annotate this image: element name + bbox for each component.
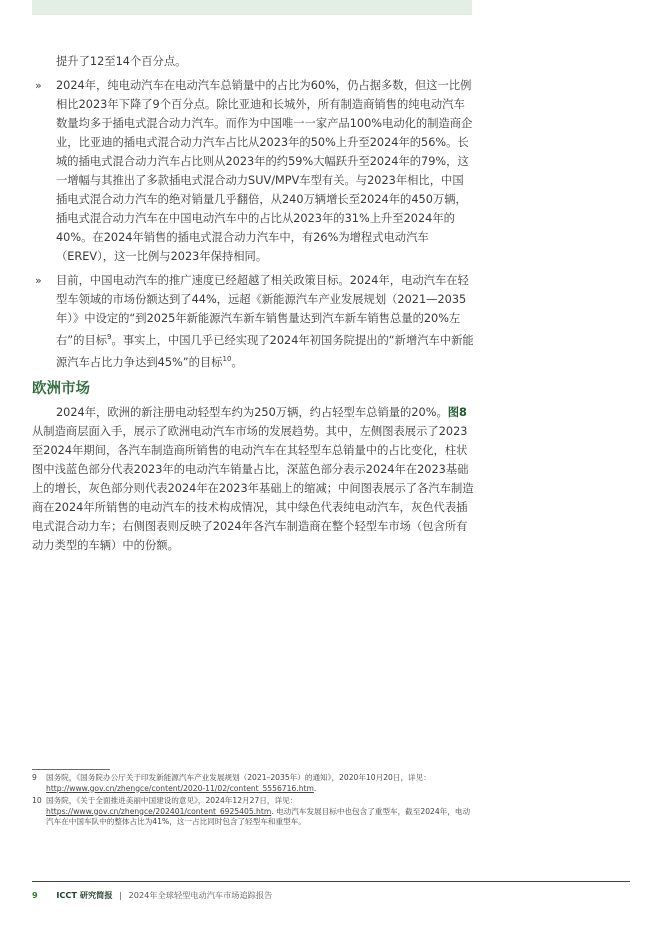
footnote-text: 国务院，《国务院办公厅关于印发新能源汽车产业发展规划（2021–2035年）的通知》，2020年10月20日，详见： bbox=[46, 773, 431, 782]
header-band bbox=[32, 0, 472, 15]
bullet-chevron-icon: » bbox=[35, 79, 42, 92]
footnote-number: 10 bbox=[32, 796, 42, 805]
bullet-chevron-icon: » bbox=[35, 274, 42, 287]
footnote-text: . 电动汽车发展目标中也包含了重型车，截至2024年，电动汽车在中国车队中的整体占比为41%，这一占比同时包含了轻型车和重型车。 bbox=[46, 806, 471, 826]
footer-separator: | bbox=[119, 890, 122, 900]
footnote-number: 9 bbox=[32, 773, 37, 782]
footnote-link[interactable]: http://www.gov.cn/zhengce/content/2020-11/02/content_5556716.htm bbox=[46, 783, 314, 793]
section-paragraph bbox=[32, 403, 474, 555]
bullet-text-part: 。 bbox=[231, 355, 243, 369]
bullet-text bbox=[56, 271, 474, 372]
section-heading-europe: 欧洲市场 bbox=[32, 380, 90, 397]
page-footer bbox=[32, 890, 272, 901]
paragraph-part: 从制造商层面入手，展示了欧洲电动汽车市场的发展趋势。其中，左侧图表展示了2023至2024年期间，各汽车制造商所销售的电动汽车在其轻型车总销量中的占比变化，柱状图中浅蓝色部分代表2023年的电动汽车销量占比，深蓝色部分表示2024年在2023基础上的增长，灰色部分则代表2024年在2023年基础上的缩减；中间图表展示了各汽车制造商在2024年所销售的电动汽车的技术构成情况，其中绿色代表纯电动汽车，灰色代表插电式混合动力车；右侧图表则反映了2024年各汽车制造商在整个轻型车市场（包含所有动力类型的车辆）中的份额。 bbox=[32, 424, 474, 552]
footer-brand: ICCT 研究简报 bbox=[56, 890, 113, 900]
footnote-text: 国务院，《关于全面推进美丽中国建设的意见》，2024年12月27日，详见： bbox=[46, 796, 298, 805]
footnote-ref-9[interactable]: 9 bbox=[107, 333, 112, 341]
paragraph-part: 2024年，欧洲的新注册电动轻型车约为250万辆，约占轻型车总销量的20%。 bbox=[56, 405, 448, 419]
bullet-text: 2024年，纯电动汽车在电动汽车总销量中的占比为60%，仍占据多数，但这一比例相比2023年下降了9个百分点。除比亚迪和长城外，所有制造商销售的纯电动汽车数量均多于插电式混合动力汽车。而作为中国唯一一家产品100%电动化的制造商企业，比亚迪的插电式混合动力汽车占比从2023年的50%上升至2024年的56%。长城的插电式混合动力汽车占比则从2023年的约59%大幅跃升至2024年的79%，这一增幅与其推出了多款插电式混合动力SUV/MPV车型有关。与2023年相比，中国插电式混合动力汽车的绝对销量几乎翻倍，从240万辆增长至2024年的450万辆，插电式混合动力汽车在中国电动汽车中的占比从2023年的31%上升至2024年的40%。在2024年销售的插电式混合动力汽车中，有26%为增程式电动汽车（EREV），这一比例与2023年保持相同。 bbox=[56, 79, 473, 263]
figure-reference-link[interactable]: 图8 bbox=[447, 405, 467, 419]
bullet-item-ev-share bbox=[32, 76, 474, 266]
footnote-divider bbox=[32, 769, 110, 770]
footnote-text: . bbox=[313, 783, 317, 793]
footer-divider bbox=[32, 881, 630, 882]
footnote-link[interactable]: https://www.gov.cn/zhengce/202401/content_6925405.htm bbox=[46, 806, 272, 816]
footnote-10 bbox=[32, 796, 472, 828]
bullet-text-part: 。事实上，中国几乎已经实现了2024年初国务院提出的“新增汽车中新能源汽车占比力争达到45%”的目标 bbox=[56, 333, 474, 369]
footnote-9 bbox=[32, 773, 472, 794]
main-content bbox=[32, 52, 474, 555]
continued-text: 提升了12至14个百分点。 bbox=[56, 55, 187, 68]
footnote-ref-10[interactable]: 10 bbox=[222, 354, 232, 363]
footer-report-title: 2024年全球轻型电动汽车市场追踪报告 bbox=[128, 890, 273, 900]
footnotes bbox=[32, 773, 472, 830]
bullet-item-policy-target bbox=[32, 271, 474, 372]
page-number: 9 bbox=[32, 890, 38, 900]
bullet-text-part: 目前，中国电动汽车的推广速度已经超越了相关政策目标。2024年，电动汽车在轻型车领域的市场份额达到了44%，远超《新能源汽车产业发展规划（2021—2035年）》中设定的“到2025年新能源汽车新车销售量达到汽车新车销售总量的20%左右”的目标 bbox=[56, 274, 469, 347]
